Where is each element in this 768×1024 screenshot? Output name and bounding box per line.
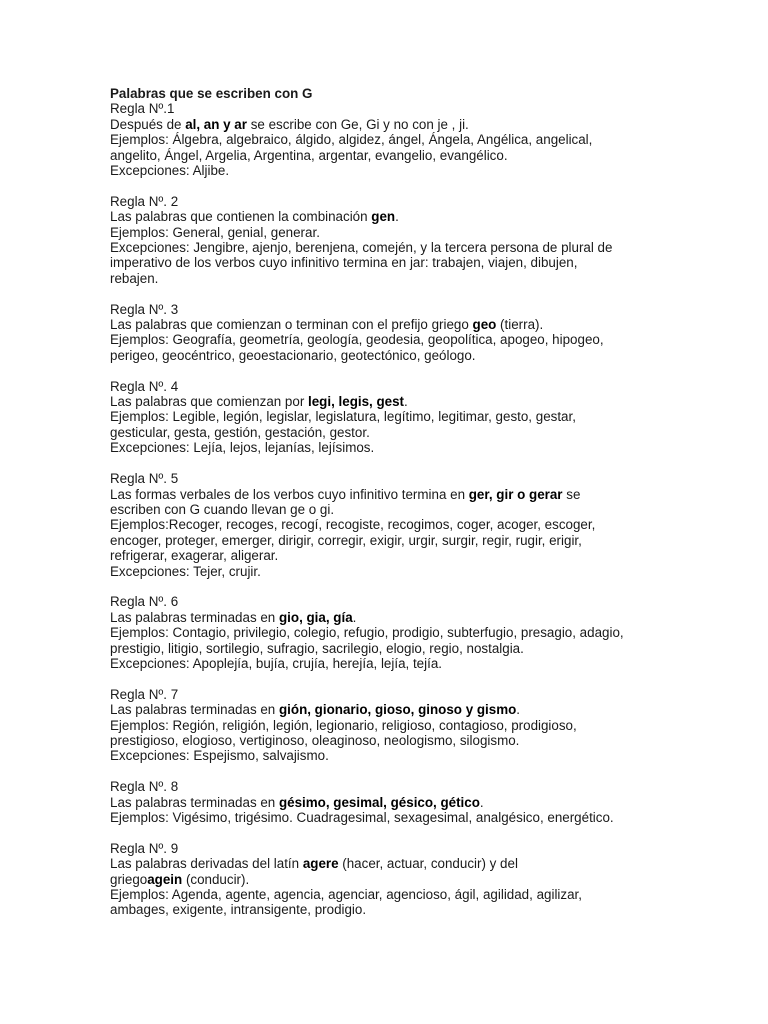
rule-examples-line: prestigio, litigio, sortilegio, sufragio, sacrilegio, elogio, regio, nostalgia. (110, 640, 524, 656)
rule-block-6 (110, 594, 670, 671)
rule-examples-line: Ejemplos: Geografía, geometría, geología, geodesia, geopolítica, apogeo, hipogeo, (110, 332, 604, 348)
rule-block-5 (110, 471, 670, 579)
document-content (110, 86, 670, 933)
rule-label: Regla Nº. 3 (110, 301, 179, 317)
rule-examples-line: prestigioso, elogioso, vertiginoso, oleaginoso, neologismo, silogismo. (110, 732, 520, 748)
rule-description-text: . (395, 209, 399, 225)
rules-list (110, 101, 670, 917)
rule-examples-line: angelito, Ángel, Argelia, Argentina, argentar, evangelio, evangélico. (110, 147, 508, 163)
rule-description (110, 856, 670, 871)
rule-description (110, 487, 670, 502)
rule-block-7 (110, 687, 670, 764)
rule-exceptions-line: Excepciones: Espejismo, salvajismo. (110, 748, 329, 764)
rule-examples-line: ambages, exigente, intransigente, prodigio. (110, 902, 367, 918)
rule-label: Regla Nº. 9 (110, 840, 179, 856)
rule-exceptions-line: Excepciones: Jengibre, ajenjo, berenjena, comején, y la tercera persona de plural de (110, 240, 613, 256)
rule-examples-line: refrigerar, exagerar, aligerar. (110, 548, 279, 564)
rule-label: Regla Nº. 4 (110, 378, 179, 394)
rule-examples-line: Ejemplos: Agenda, agente, agencia, agenciar, agencioso, ágil, agilidad, agilizar, (110, 887, 582, 902)
rule-examples-line: Ejemplos: Álgebra, algebraico, álgido, algidez, ángel, Ángela, Angélica, angelical, (110, 132, 593, 148)
rule-label: Regla Nº.1 (110, 101, 175, 117)
rule-description-text: . (404, 394, 408, 410)
rule-description-text: Las formas verbales de los verbos cuyo infinitivo termina en (110, 486, 469, 502)
rule-examples-line: Ejemplos: Contagio, privilegio, colegio, refugio, prodigio, subterfugio, presagio, adagio, (110, 625, 624, 641)
rule-label: Regla Nº. 5 (110, 471, 179, 487)
rule-description-text: Las palabras terminadas en (110, 702, 279, 718)
rule-block-4 (110, 379, 670, 456)
rule-label: Regla Nº. 2 (110, 193, 179, 209)
rule-key-pattern: ger, gir o gerar (468, 486, 563, 502)
rule-label: Regla Nº. 6 (110, 594, 179, 610)
rule-exceptions-line: imperativo de los verbos cuyo infinitivo termina en jar: trabajen, viajen, dibujen, (110, 255, 578, 271)
rule-description-text: se escribe con Ge, Gi y no con je , ji. (246, 116, 469, 132)
rule-description-text: . (479, 794, 484, 810)
rule-block-1 (110, 101, 670, 178)
rule-description-text: Las palabras que comienzan por (110, 394, 309, 410)
rule-key-pattern: gen (371, 209, 396, 225)
rule-description-text: (conducir). (182, 871, 250, 887)
rule-block-9 (110, 841, 670, 918)
rule-description (110, 702, 670, 717)
rule-description-text: Las palabras que comienzan o terminan con el prefijo griego (110, 317, 473, 333)
rule-examples-line: Ejemplos: Vigésimo, trigésimo. Cuadragesimal, sexagesimal, analgésico, energético. (110, 809, 614, 825)
rule-key-pattern: legi, legis, gest (308, 394, 405, 410)
rule-description-text: Las palabras derivadas del latín (110, 856, 303, 872)
rule-examples-line: encoger, proteger, emerger, dirigir, corregir, exigir, urgir, surgir, regir, rugir, erigir, (110, 532, 582, 548)
rule-examples-line: Ejemplos:Recoger, recoges, recogí, recogiste, recogimos, coger, acoger, escoger, (110, 517, 596, 533)
rule-examples-line: perigeo, geocéntrico, geoestacionario, geotectónico, geólogo. (110, 347, 476, 363)
rule-key-pattern: al, an y ar (185, 116, 247, 132)
rule-examples-line: Ejemplos: General, genial, generar. (110, 224, 320, 240)
rule-description-text: (tierra). (496, 317, 544, 333)
rule-key-pattern: gésimo, gesimal, gésico, gético (278, 794, 480, 810)
rule-description-text: Las palabras terminadas en (110, 609, 279, 625)
rule-description-text: Las palabras terminadas en (110, 794, 279, 810)
rule-description (110, 795, 670, 810)
rule-block-2 (110, 194, 670, 286)
rule-description-text: Después de (110, 116, 186, 132)
rule-description (110, 872, 670, 887)
rule-key-pattern: geo (472, 317, 497, 333)
rule-exceptions-line: Excepciones: Aljibe. (110, 163, 230, 179)
rule-block-8 (110, 779, 670, 825)
rule-examples-line: gesticular, gesta, gestión, gestación, gestor. (110, 424, 370, 440)
rule-exceptions-line: Excepciones: Tejer, crujir. (110, 563, 261, 579)
rule-description-text: Las palabras que contienen la combinación (110, 209, 372, 225)
rule-description (110, 317, 670, 332)
rule-label: Regla Nº. 8 (110, 779, 179, 795)
rule-description-text: . (516, 702, 521, 718)
rule-description-text: (hacer, actuar, conducir) y del (338, 856, 518, 872)
rule-description (110, 610, 670, 625)
rule-description-text: se (562, 486, 581, 502)
rule-description-text: griego (110, 871, 148, 887)
rule-exceptions-line: Excepciones: Apoplejía, bujía, crujía, herejía, lejía, tejía. (110, 655, 442, 671)
rule-description (110, 117, 670, 132)
rule-exceptions-line: Excepciones: Lejía, lejos, lejanías, lejísimos. (110, 440, 375, 456)
rule-label: Regla Nº. 7 (110, 686, 179, 702)
rule-key-pattern: agein (147, 871, 183, 887)
rule-description-text: . (352, 609, 357, 625)
rule-description-line: escriben con G cuando llevan ge o gi. (110, 501, 335, 517)
rule-examples-line: Ejemplos: Legible, legión, legislar, legislatura, legítimo, legitimar, gesto, gestar, (110, 409, 576, 425)
rule-key-pattern: gio, gia, gía (278, 609, 353, 625)
rule-key-pattern: agere (302, 856, 339, 872)
rule-block-3 (110, 302, 670, 364)
rule-description (110, 209, 670, 224)
rule-description (110, 394, 670, 409)
rule-examples-line: Ejemplos: Región, religión, legión, legionario, religioso, contagioso, prodigioso, (110, 717, 577, 733)
page-title: Palabras que se escriben con G (110, 86, 313, 101)
rule-exceptions-line: rebajen. (110, 270, 159, 286)
rule-key-pattern: gión, gionario, gioso, ginoso y gismo (278, 702, 517, 718)
